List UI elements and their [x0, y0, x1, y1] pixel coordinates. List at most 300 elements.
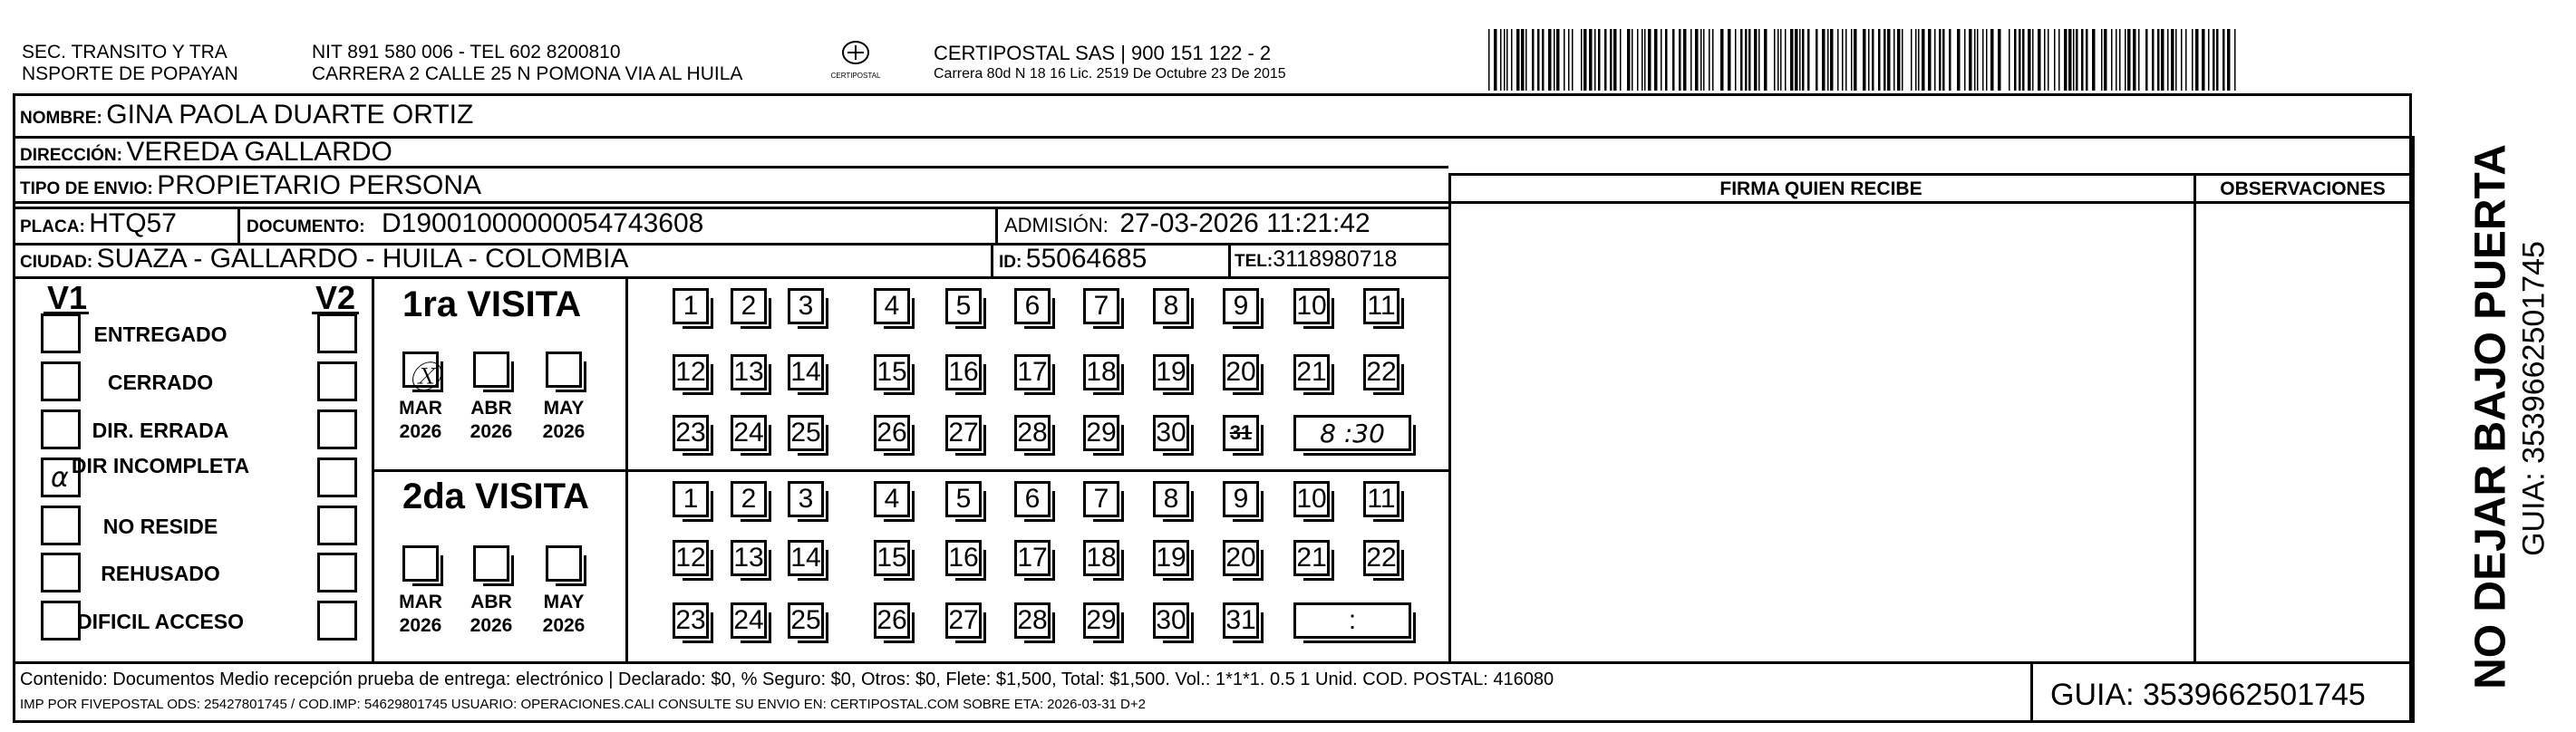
- barcode-bar: [2028, 29, 2031, 91]
- day-box-second-visit[interactable]: 11: [1363, 481, 1399, 517]
- status-v2-checkbox[interactable]: [317, 361, 357, 401]
- barcode-bar: [1802, 29, 1805, 91]
- day-box-first-visit[interactable]: 21: [1293, 354, 1330, 390]
- barcode-bar: [1672, 29, 1675, 91]
- day-box-first-visit[interactable]: 2: [731, 288, 767, 324]
- barcode-bar: [1777, 29, 1779, 91]
- barcode-bar: [1897, 29, 1901, 91]
- barcode-bar: [1690, 29, 1692, 91]
- placa-label: PLACA:: [20, 217, 85, 236]
- barcode-bar: [1564, 29, 1565, 91]
- nit-line: NIT 891 580 006 - TEL 602 8200810: [312, 42, 621, 63]
- barcode-bar: [1790, 29, 1794, 91]
- barcode-bar: [1542, 29, 1545, 91]
- no-dejar-bajo-puerta: [2466, 144, 2516, 689]
- nombre-label: NOMBRE:: [20, 109, 102, 128]
- barcode-bar: [1928, 29, 1932, 91]
- firma-header: FIRMA QUIEN RECIBE: [1719, 178, 1922, 199]
- day-box-second-visit[interactable]: 3: [788, 481, 824, 517]
- status-v2-checkbox[interactable]: [317, 601, 357, 640]
- day-box-second-visit[interactable]: 2: [731, 481, 767, 517]
- observaciones-header: OBSERVACIONES: [2220, 178, 2386, 199]
- barcode-bar: [1506, 29, 1508, 91]
- barcode-bar: [1581, 29, 1583, 91]
- barcode-bar: [1504, 29, 1506, 91]
- barcode-bar: [2127, 29, 2131, 91]
- placa-value: HTQ57: [89, 208, 177, 238]
- day-box-first-visit[interactable]: 6: [1014, 288, 1051, 324]
- barcode-bar: [1922, 29, 1925, 91]
- day-box-first-visit[interactable]: 4: [874, 288, 910, 324]
- barcode-bar: [1918, 29, 1920, 91]
- barcode-bar: [1842, 29, 1844, 91]
- day-box-first-visit[interactable]: 7: [1083, 288, 1119, 324]
- month-checkbox[interactable]: [546, 545, 582, 582]
- barcode-bar: [2101, 29, 2103, 91]
- direccion-label: DIRECCIÓN:: [20, 146, 122, 165]
- contenido-line: Contenido: Documentos Medio recepción prueba de entrega: electrónico | Declarado: $0, % Seguro: $0, Otros: $0, Flete: $1,500, Total: $1,500. Vol.: 1*1*1. 0.5 1 Unid. COD. POSTAL: 416080: [20, 669, 1554, 689]
- placa-field: [20, 210, 177, 237]
- day-box-first-visit[interactable]: 23: [673, 415, 709, 451]
- month-mark: Ⓧ: [409, 360, 440, 396]
- barcode-bar: [2157, 29, 2160, 91]
- barcode-bar: [1703, 29, 1705, 91]
- barcode-bar: [2058, 29, 2060, 91]
- day-31-mark: 31: [1229, 421, 1253, 444]
- documento-field: [247, 210, 703, 237]
- barcode-bar: [1556, 29, 1560, 91]
- day-box-second-visit[interactable]: 1: [673, 481, 709, 517]
- day-box-first-visit[interactable]: 20: [1223, 354, 1259, 390]
- status-v1-header: V1: [47, 279, 88, 316]
- barcode-bar: [2081, 29, 2084, 91]
- guia-vertical-text: GUIA: 3539662501745: [2516, 241, 2552, 556]
- day-box-first-visit[interactable]: 9: [1223, 288, 1259, 324]
- nombre-field: [20, 101, 473, 129]
- barcode-bar: [1728, 29, 1731, 91]
- barcode-bar: [1745, 29, 1748, 91]
- admision-label: ADMISIÓN:: [1004, 214, 1109, 236]
- day-box-first-visit[interactable]: 28: [1014, 415, 1051, 451]
- barcode-bar: [2044, 29, 2046, 91]
- carrier-line-1: CERTIPOSTAL SAS | 900 151 122 - 2: [934, 42, 1272, 64]
- sender-line-2: NSPORTE DE POPAYAN: [22, 63, 238, 85]
- barcode-bar: [2181, 29, 2183, 91]
- barcode-bar: [1516, 29, 1520, 91]
- day-box-second-visit[interactable]: 5: [945, 481, 982, 517]
- barcode-bar: [1594, 29, 1596, 91]
- barcode-bar: [2213, 29, 2215, 91]
- status-label: DIR INCOMPLETA: [71, 454, 250, 477]
- barcode-bar: [1969, 29, 1972, 91]
- barcode-bar: [2167, 29, 2169, 91]
- day-box-first-visit[interactable]: 13: [731, 354, 767, 390]
- day-box-second-visit[interactable]: 26: [874, 602, 910, 639]
- barcode-bar: [1532, 29, 1535, 91]
- barcode-bar: [1568, 29, 1570, 91]
- status-label: DIFICIL ACCESO: [76, 610, 244, 633]
- barcode-bar: [1700, 29, 1702, 91]
- day-box-first-visit[interactable]: 12: [673, 354, 709, 390]
- barcode-bar: [1720, 29, 1724, 91]
- month-label: [537, 591, 591, 639]
- day-box-first-visit[interactable]: 3: [788, 288, 824, 324]
- day-box-first-visit[interactable]: 19: [1153, 354, 1189, 390]
- id-field: [999, 246, 1147, 273]
- barcode-bar: [1537, 29, 1540, 91]
- barcode-bar: [2171, 29, 2174, 91]
- day-box-first-visit[interactable]: 27: [945, 415, 982, 451]
- barcode-bar: [2145, 29, 2148, 91]
- status-label: DIR. ERRADA: [92, 419, 229, 442]
- barcode-bar: [1780, 29, 1782, 91]
- barcode-bar: [1902, 29, 1903, 91]
- barcode-bar: [1915, 29, 1917, 91]
- month-label: [464, 397, 518, 445]
- certipostal-logo: [820, 36, 891, 82]
- month-label: [464, 591, 518, 639]
- barcode-bar: [1837, 29, 1839, 91]
- day-box-second-visit[interactable]: 28: [1014, 602, 1051, 639]
- barcode-bar: [1500, 29, 1502, 91]
- month-checkbox[interactable]: [473, 545, 509, 582]
- barcode-bar: [2175, 29, 2177, 91]
- month-name: MAR: [399, 592, 442, 612]
- barcode-bar: [1830, 29, 1834, 91]
- day-box-second-visit[interactable]: 31: [1223, 602, 1259, 639]
- month-checkbox[interactable]: [402, 352, 440, 396]
- day-box-second-visit[interactable]: 25: [788, 602, 824, 639]
- ciudad-value: SUAZA - GALLARDO - HUILA - COLOMBIA: [96, 244, 629, 274]
- barcode-bar: [1748, 29, 1751, 91]
- first-visit-title: 1ra VISITA: [402, 284, 582, 324]
- tipo-field: [20, 172, 481, 199]
- day-box-first-visit[interactable]: 10: [1293, 288, 1330, 324]
- tipo-value: PROPIETARIO PERSONA: [157, 170, 482, 200]
- barcode-bar: [2111, 29, 2113, 91]
- direccion-field: [20, 139, 392, 166]
- barcode-bar: [2076, 29, 2078, 91]
- barcode-bar: [1610, 29, 1612, 91]
- nombre-value: GINA PAOLA DUARTE ORTIZ: [106, 100, 474, 130]
- day-box-first-visit[interactable]: 25: [788, 415, 824, 451]
- barcode-bar: [1990, 29, 1994, 91]
- barcode-bar: [2038, 29, 2041, 91]
- carrier-info: [934, 42, 1286, 83]
- barcode-bar: [1679, 29, 1681, 91]
- ciudad-field: [20, 246, 628, 273]
- barcode-bar: [1868, 29, 1870, 91]
- barcode-bar: [1795, 29, 1798, 91]
- day-box-second-visit[interactable]: 4: [874, 481, 910, 517]
- barcode-bar: [1974, 29, 1976, 91]
- barcode-bar: [1572, 29, 1574, 91]
- sender-name: [22, 42, 238, 85]
- barcode-bar: [2064, 29, 2068, 91]
- direccion-value: VEREDA GALLARDO: [126, 137, 392, 167]
- barcode-bar: [1583, 29, 1587, 91]
- status-v2-checkbox[interactable]: [317, 553, 357, 592]
- day-box-first-visit[interactable]: 14: [788, 354, 824, 390]
- guia-footer: GUIA: 3539662501745: [2050, 678, 2366, 712]
- barcode-bar: [2133, 29, 2136, 91]
- month-year: 2026: [542, 421, 586, 443]
- barcode-bar: [1521, 29, 1525, 91]
- barcode-bar: [1641, 29, 1643, 91]
- day-box-second-visit[interactable]: 15: [874, 540, 910, 576]
- barcode-bar: [2048, 29, 2049, 91]
- barcode-bar: [1872, 29, 1874, 91]
- barcode-bar: [1709, 29, 1710, 91]
- barcode-bar: [1554, 29, 1555, 91]
- day-box-first-visit[interactable]: 22: [1363, 354, 1399, 390]
- barcode-bar: [1644, 29, 1646, 91]
- day-box-second-visit[interactable]: 18: [1083, 540, 1119, 576]
- barcode-bar: [1816, 29, 1818, 91]
- month-label: [393, 397, 448, 445]
- barcode-bar: [2019, 29, 2021, 91]
- month-checkbox[interactable]: [473, 352, 509, 388]
- day-box-second-visit[interactable]: 14: [788, 540, 824, 576]
- day-box-first-visit[interactable]: 18: [1083, 354, 1119, 390]
- barcode-bar: [1934, 29, 1936, 91]
- barcode-bar: [1598, 29, 1601, 91]
- barcode-bar: [1986, 29, 1988, 91]
- barcode-bar: [1632, 29, 1633, 91]
- day-box-first-visit[interactable]: 8: [1153, 288, 1189, 324]
- barcode-bar: [2032, 29, 2034, 91]
- barcode-bar: [2216, 29, 2219, 91]
- barcode-bar: [2208, 29, 2210, 91]
- day-box-first-visit[interactable]: 1: [673, 288, 709, 324]
- barcode-bar: [2192, 29, 2193, 91]
- barcode-bar: [1712, 29, 1714, 91]
- admision-value: 27-03-2026 11:21:42: [1119, 208, 1370, 238]
- barcode-bar: [1758, 29, 1760, 91]
- barcode-bar: [1494, 29, 1497, 91]
- v1-checkmark: α: [51, 462, 69, 494]
- barcode-bar: [1785, 29, 1787, 91]
- barcode-bar: [1648, 29, 1651, 91]
- barcode-bar: [1851, 29, 1853, 91]
- barcode-bar: [2022, 29, 2025, 91]
- month-year: 2026: [399, 615, 442, 637]
- barcode-bar: [1863, 29, 1866, 91]
- barcode-bar: [1683, 29, 1687, 91]
- day-box-second-visit[interactable]: 21: [1293, 540, 1330, 576]
- id-value: 55064685: [1025, 244, 1148, 274]
- tel-label: TEL:: [1235, 252, 1273, 271]
- barcode-bar: [1613, 29, 1617, 91]
- day-box-second-visit[interactable]: 24: [731, 602, 767, 639]
- barcode-bar: [1893, 29, 1895, 91]
- day-box-second-visit[interactable]: 10: [1293, 481, 1330, 517]
- day-box-second-visit[interactable]: 9: [1223, 481, 1259, 517]
- barcode-bar: [1735, 29, 1737, 91]
- barcode-bar: [1964, 29, 1966, 91]
- barcode-bar: [1957, 29, 1961, 91]
- day-box-first-visit[interactable]: 17: [1014, 354, 1051, 390]
- month-name: ABR: [470, 592, 512, 612]
- day-box-first-visit[interactable]: 16: [945, 354, 982, 390]
- day-box-second-visit[interactable]: 12: [673, 540, 709, 576]
- barcode-bar: [2138, 29, 2140, 91]
- barcode-bar: [1884, 29, 1886, 91]
- id-label: ID:: [999, 253, 1022, 272]
- barcode-bar: [1977, 29, 1979, 91]
- status-v2-checkbox[interactable]: [317, 506, 357, 545]
- barcode-bar: [2161, 29, 2164, 91]
- barcode-bar: [2068, 29, 2072, 91]
- day-box-second-visit[interactable]: 22: [1363, 540, 1399, 576]
- day-box-first-visit[interactable]: 24: [731, 415, 767, 451]
- barcode-bar: [1854, 29, 1857, 91]
- day-box-second-visit[interactable]: 6: [1014, 481, 1051, 517]
- barcode-bar: [2125, 29, 2126, 91]
- barcode-bar: [1740, 29, 1743, 91]
- barcode-bar: [1511, 29, 1513, 91]
- barcode-bar: [1764, 29, 1767, 91]
- month-year: 2026: [470, 421, 513, 443]
- day-box-first-visit[interactable]: 15: [874, 354, 910, 390]
- status-v2-checkbox[interactable]: [317, 458, 357, 497]
- barcode-bar: [1799, 29, 1801, 91]
- tel-value: 3118980718: [1273, 246, 1398, 272]
- admision-field: [1004, 210, 1370, 237]
- first-visit-time-box[interactable]: 8 :30: [1293, 415, 1411, 451]
- barcode-bar: [1807, 29, 1810, 91]
- barcode-bar: [2104, 29, 2107, 91]
- status-label: NO RESIDE: [102, 515, 218, 538]
- imp-line: IMP POR FIVEPOSTAL ODS: 25427801745 / COD.IMP: 54629801745 USUARIO: OPERACIONES.CALI CONSULTE SU ENVIO EN: CERTIPOSTAL.COM SOBRE ETA: 2026-03-31 D+2: [20, 697, 1146, 712]
- barcode-bar: [2185, 29, 2187, 91]
- day-box-second-visit[interactable]: 19: [1153, 540, 1189, 576]
- status-v2-checkbox[interactable]: [317, 313, 357, 353]
- barcode-bar: [1488, 29, 1490, 91]
- no-dejar-text: NO DEJAR BAJO PUERTA: [2466, 144, 2515, 689]
- barcode-bar: [1845, 29, 1847, 91]
- day-box-second-visit[interactable]: 27: [945, 602, 982, 639]
- month-name: MAY: [543, 592, 585, 612]
- day-box-second-visit[interactable]: 20: [1223, 540, 1259, 576]
- sender-line-1: SEC. TRANSITO Y TRA: [22, 42, 228, 63]
- second-visit-time-box[interactable]: :: [1293, 602, 1411, 639]
- month-label: [393, 591, 448, 639]
- documento-value: D19001000000054743608: [382, 208, 704, 238]
- day-box-second-visit[interactable]: 8: [1153, 481, 1189, 517]
- status-v2-header: V2: [315, 279, 356, 316]
- barcode-bar: [2086, 29, 2088, 91]
- barcode-bar: [2054, 29, 2056, 91]
- month-checkbox[interactable]: [546, 352, 582, 388]
- month-year: 2026: [470, 615, 513, 637]
- barcode-bar: [2195, 29, 2199, 91]
- barcode-bar: [2119, 29, 2121, 91]
- tipo-label: TIPO DE ENVIO:: [20, 179, 153, 198]
- barcode-bar: [1754, 29, 1758, 91]
- barcode-bar: [1827, 29, 1829, 91]
- tel-field: [1235, 248, 1397, 271]
- month-name: MAR: [399, 398, 442, 419]
- day-box-second-visit[interactable]: 29: [1083, 602, 1119, 639]
- barcode-bar: [1620, 29, 1622, 91]
- day-box-second-visit[interactable]: 7: [1083, 481, 1119, 517]
- barcode-bar: [1654, 29, 1658, 91]
- ciudad-label: CIUDAD:: [20, 253, 93, 272]
- barcode-bar: [1911, 29, 1913, 91]
- barcode-bar: [2014, 29, 2017, 91]
- status-label: CERRADO: [107, 371, 214, 394]
- status-label: ENTREGADO: [93, 323, 228, 346]
- barcode-bar: [1589, 29, 1593, 91]
- day-box-first-visit[interactable]: 11: [1363, 288, 1399, 324]
- barcode-bar: [1548, 29, 1552, 91]
- month-name: MAY: [543, 398, 585, 419]
- barcode-bar: [2073, 29, 2075, 91]
- barcode-bar: [1942, 29, 1945, 91]
- barcode-bar: [1627, 29, 1631, 91]
- barcode-bar: [2234, 29, 2236, 91]
- barcode-bar: [1878, 29, 1881, 91]
- day-box-first-visit-marked[interactable]: [1223, 415, 1259, 451]
- barcode: [1487, 29, 2239, 91]
- day-box-second-visit[interactable]: 30: [1153, 602, 1189, 639]
- barcode-bar: [1949, 29, 1951, 91]
- barcode-bar: [1661, 29, 1662, 91]
- day-box-first-visit[interactable]: 5: [945, 288, 982, 324]
- guia-vertical: [2517, 241, 2552, 556]
- barcode-bar: [2223, 29, 2225, 91]
- sender-info: [312, 42, 742, 85]
- barcode-bar: [2092, 29, 2096, 91]
- documento-label: DOCUMENTO:: [247, 217, 365, 236]
- barcode-bar: [2202, 29, 2205, 91]
- month-label: [537, 397, 591, 445]
- day-box-second-visit[interactable]: 13: [731, 540, 767, 576]
- barcode-bar: [1637, 29, 1639, 91]
- day-box-first-visit[interactable]: 29: [1083, 415, 1119, 451]
- month-name: ABR: [470, 398, 512, 419]
- barcode-bar: [1525, 29, 1527, 91]
- carrier-line-2: Carrera 80d N 18 16 Lic. 2519 De Octubre 23 De 2015: [934, 66, 1286, 82]
- barcode-bar: [1887, 29, 1891, 91]
- day-box-second-visit[interactable]: 16: [945, 540, 982, 576]
- logo-text: CERTIPOSTAL: [830, 72, 881, 80]
- barcode-bar: [1982, 29, 1984, 91]
- barcode-bar: [1665, 29, 1668, 91]
- barcode-bar: [2227, 29, 2231, 91]
- day-box-first-visit[interactable]: 26: [874, 415, 910, 451]
- day-box-second-visit[interactable]: 17: [1014, 540, 1051, 576]
- barcode-bar: [1998, 29, 2001, 91]
- day-box-first-visit[interactable]: 30: [1153, 415, 1189, 451]
- status-label: REHUSADO: [101, 562, 220, 585]
- barcode-bar: [1695, 29, 1699, 91]
- barcode-bar: [1822, 29, 1825, 91]
- address-line: CARRERA 2 CALLE 25 N POMONA VIA AL HUILA: [312, 63, 743, 85]
- barcode-bar: [1774, 29, 1776, 91]
- second-visit-title: 2da VISITA: [402, 477, 589, 516]
- month-year: 2026: [399, 421, 442, 443]
- barcode-bar: [2152, 29, 2155, 91]
- barcode-bar: [2009, 29, 2010, 91]
- day-box-second-visit[interactable]: 23: [673, 602, 709, 639]
- status-v2-checkbox[interactable]: [317, 409, 357, 449]
- barcode-bar: [1939, 29, 1942, 91]
- month-checkbox[interactable]: [402, 545, 439, 582]
- month-year: 2026: [542, 615, 586, 637]
- barcode-bar: [1604, 29, 1607, 91]
